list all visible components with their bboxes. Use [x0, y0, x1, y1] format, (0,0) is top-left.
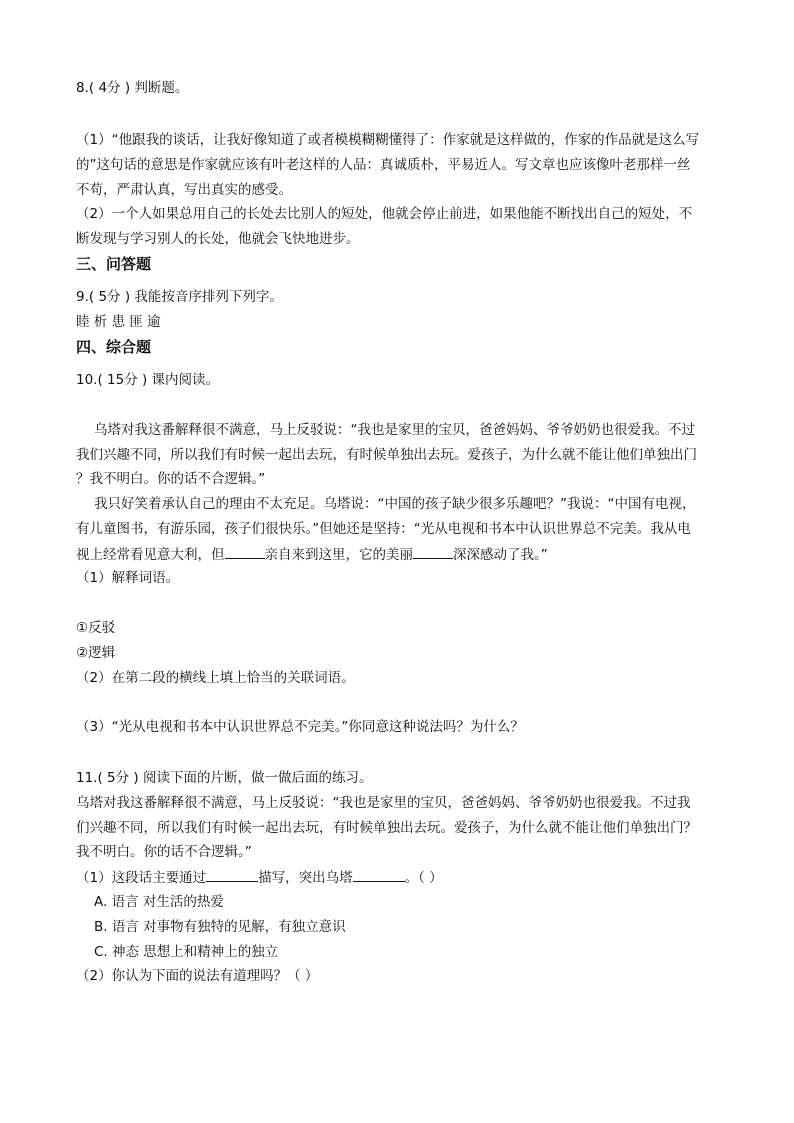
q10-sub1: （1）解释词语。 [76, 570, 180, 586]
q11-sub2: （2）你认为下面的说法有道理吗？（ ） [76, 968, 319, 984]
q11-header: 11.( 5分 ) 阅读下面的片断，做一做后面的练习。 [76, 770, 373, 786]
fill-blank[interactable] [225, 544, 265, 559]
q11-para-line1: 乌塔对我这番解释很不满意，马上反驳说：“我也是家里的宝贝，爸爸妈妈、爷爷奶奶也很爱我。不过我 [76, 795, 691, 811]
text-segment: 。（ ） [404, 870, 443, 886]
q10-para2-line2: 有儿童图书，有游乐园，孩子们很快乐。”但她还是坚持：“光从电视和书本中认识世界总不完美。我从电 [76, 521, 691, 537]
q10-para1-line3: ？我不明白。你的话不合逻辑。” [76, 471, 266, 487]
q9-header: 9.( 5分 ) 我能按音序排列下列字。 [76, 289, 283, 305]
q11-para-line3: 我不明白。你的话不合逻辑。” [76, 844, 252, 860]
q8-p1-line1: （1）“他跟我的谈话，让我好像知道了或者模模糊糊懂得了：作家就是这样做的，作家的作品就是这么写 [76, 132, 700, 148]
text-segment: 深深感动了我。” [453, 547, 548, 563]
q10-item2: ②逻辑 [76, 645, 116, 661]
fill-blank[interactable] [353, 867, 405, 882]
text-segment: 视上经常看见意大利，但 [76, 547, 225, 563]
section-title: 四、综合题 [76, 338, 152, 356]
q10-sub2: （2）在第二段的横线上填上恰当的关联词语。 [76, 670, 355, 686]
q10-para2-line3 [76, 544, 548, 565]
q10-para1-line1: 乌塔对我这番解释很不满意，马上反驳说：“我也是家里的宝贝，爸爸妈妈、爷爷奶奶也很爱我。不过 [94, 422, 695, 438]
q10-sub3: （3）“光从电视和书本中认识世界总不完美。”你同意这种说法吗？为什么？ [76, 719, 524, 735]
q10-header: 10.( 15分 ) 课内阅读。 [76, 372, 220, 388]
fill-blank[interactable] [206, 867, 258, 882]
q11-para-line2: 们兴趣不同，所以我们有时候一起出去玩，有时候单独出去玩。爱孩子，为什么就不能让他们单独出门？ [76, 820, 697, 836]
q8-header: 8.( 4分 ) 判断题。 [76, 80, 189, 96]
q8-p1-line3: 不苟，严肃认真，写出真实的感受。 [76, 182, 292, 198]
text-segment: 描写，突出乌塔 [258, 870, 353, 886]
text-segment: （1）这段话主要通过 [76, 870, 207, 886]
q10-para2-line1: 我只好笑着承认自己的理由不太充足。乌塔说：“中国的孩子缺少很多乐趣吧？”我说：“中国有电视， [94, 496, 696, 512]
q10-para1-line2: 我们兴趣不同，所以我们有时候一起出去玩，有时候单独出去玩。爱孩子，为什么就不能让他们单独出门 [76, 447, 697, 463]
option-a[interactable]: A. 语言 对生活的热爱 [94, 894, 224, 910]
q8-p2-line2: 断发现与学习别人的长处，他就会飞快地进步。 [76, 231, 360, 247]
option-c[interactable]: C. 神态 思想上和精神上的独立 [94, 944, 279, 960]
q8-p1-line2: 的”这句话的意思是作家就应该有叶老这样的人品：真诚质朴，平易近人。写文章也应该像叶老那样一丝 [76, 157, 691, 173]
q9-chars: 睦 析 患 匪 逾 [76, 314, 161, 330]
fill-blank[interactable] [413, 544, 453, 559]
q11-sub1 [76, 867, 443, 888]
section-title: 三、问答题 [76, 255, 152, 273]
text-segment: 亲自来到这里，它的美丽 [264, 547, 413, 563]
q10-item1: ①反驳 [76, 620, 116, 636]
q8-p2-line1: （2）一个人如果总用自己的长处去比别人的短处，他就会停止前进，如果他能不断找出自己的短处，不 [76, 206, 693, 222]
option-b[interactable]: B. 语言 对事物有独特的见解，有独立意识 [94, 919, 346, 935]
